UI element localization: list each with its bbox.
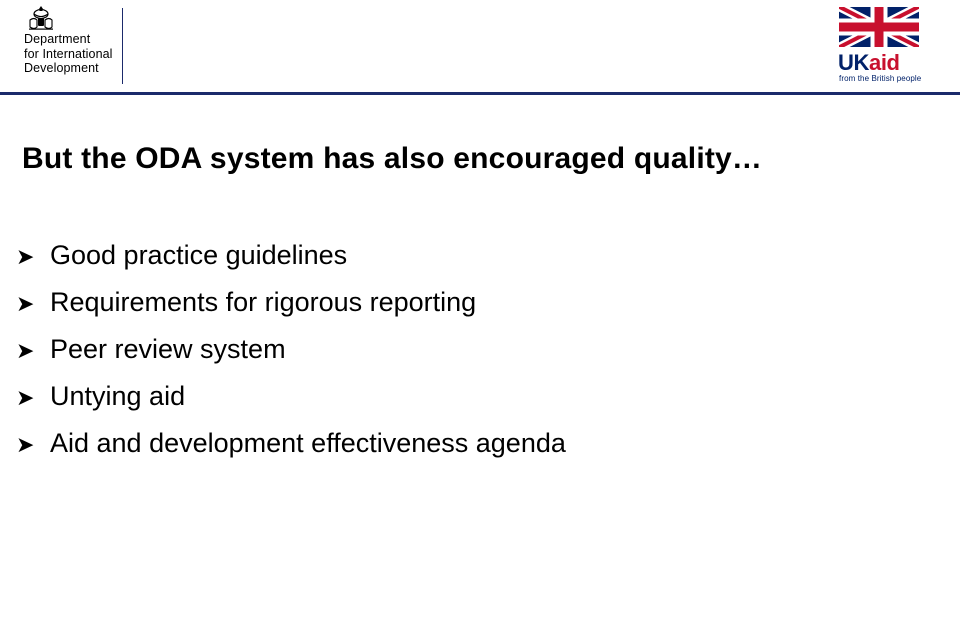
arrow-bullet-icon: ➤	[16, 291, 35, 316]
list-item-label: Good practice guidelines	[50, 240, 348, 270]
ukaid-tagline: from the British people	[839, 74, 922, 83]
list-item-label: Requirements for rigorous reporting	[50, 287, 477, 317]
arrow-bullet-icon: ➤	[16, 432, 35, 457]
list-item	[16, 240, 936, 287]
union-jack-icon	[838, 6, 920, 48]
royal-crest-icon	[26, 6, 56, 32]
arrow-bullet-icon: ➤	[16, 244, 35, 269]
ukaid-word-uk: UK	[838, 50, 869, 75]
list-item-label: Aid and development effectiveness agenda	[50, 428, 566, 458]
arrow-bullet-icon: ➤	[16, 385, 35, 410]
header-divider-line	[0, 92, 960, 95]
dfid-line-1: Department	[24, 32, 91, 46]
dfid-logo	[12, 6, 202, 86]
ukaid-word-aid: aid	[868, 50, 900, 75]
slide-header	[0, 0, 960, 92]
list-item	[16, 428, 936, 475]
bullet-list	[16, 240, 936, 475]
page-title: But the ODA system has also encouraged quality…	[22, 142, 763, 175]
logo-divider	[122, 8, 123, 84]
list-item	[16, 334, 936, 381]
list-item-label: Untying aid	[50, 381, 186, 411]
arrow-bullet-icon: ➤	[16, 338, 35, 363]
list-item	[16, 287, 936, 334]
ukaid-wordmark	[838, 50, 900, 76]
list-item-label: Peer review system	[50, 334, 286, 364]
dfid-wordmark	[24, 32, 113, 76]
dfid-line-3: Development	[24, 61, 99, 75]
dfid-line-2: for International	[24, 46, 113, 61]
list-item	[16, 381, 936, 428]
ukaid-logo	[838, 6, 948, 86]
